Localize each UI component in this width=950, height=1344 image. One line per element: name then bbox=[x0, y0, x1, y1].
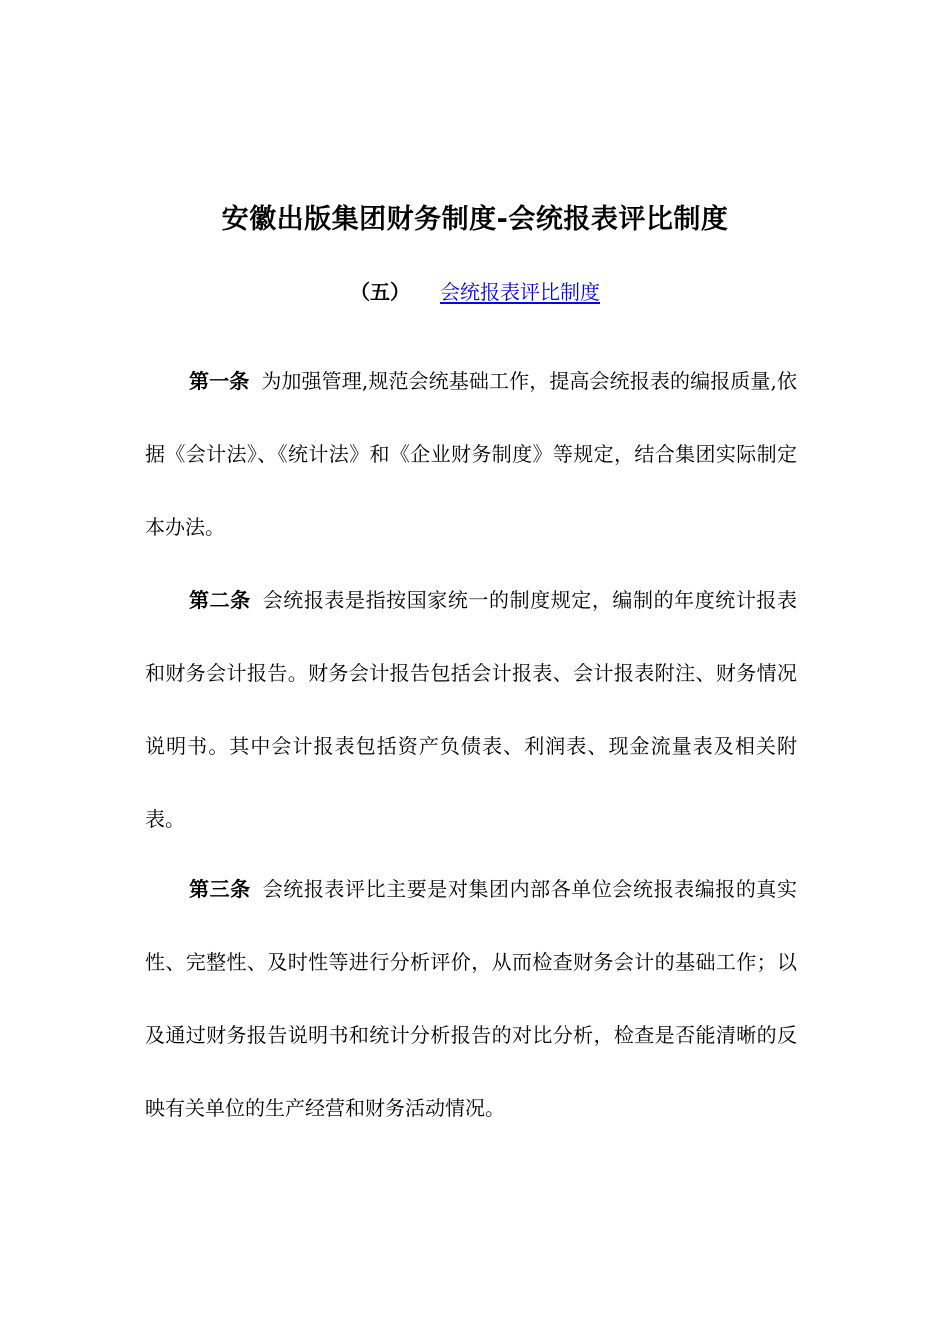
article-paragraph bbox=[145, 345, 797, 564]
section-heading bbox=[0, 276, 950, 308]
article-text: 会统报表是指按国家统一的制度规定，编制的年度统计报表和财务会计报告。财务会计报告包括会计报表、会计报表附注、财务情况说明书。其中会计报表包括资产负债表、利润表、现金流量表及相关附表。 bbox=[145, 588, 798, 831]
article-label: 第二条 bbox=[189, 588, 251, 612]
article-label: 第三条 bbox=[189, 877, 251, 901]
section-title-link[interactable]: 会统报表评比制度 bbox=[440, 280, 600, 304]
section-number: （五） bbox=[350, 280, 410, 304]
article-text: 为加强管理,规范会统基础工作，提高会统报表的编报质量,依据《会计法》、《统计法》和《企业财务制度》等规定，结合集团实际制定本办法。 bbox=[145, 369, 797, 539]
article-text: 会统报表评比主要是对集团内部各单位会统报表编报的真实性、完整性、及时性等进行分析评价，从而检查财务会计的基础工作；以及通过财务报告说明书和统计分析报告的对比分析，检查是否能清晰的反映有关单位的生产经营和财务活动情况。 bbox=[145, 877, 798, 1120]
article-label: 第一条 bbox=[189, 369, 250, 393]
article-paragraph bbox=[145, 853, 797, 1145]
document-title: 安徽出版集团财务制度-会统报表评比制度 bbox=[221, 204, 729, 235]
article-paragraph bbox=[145, 564, 797, 856]
